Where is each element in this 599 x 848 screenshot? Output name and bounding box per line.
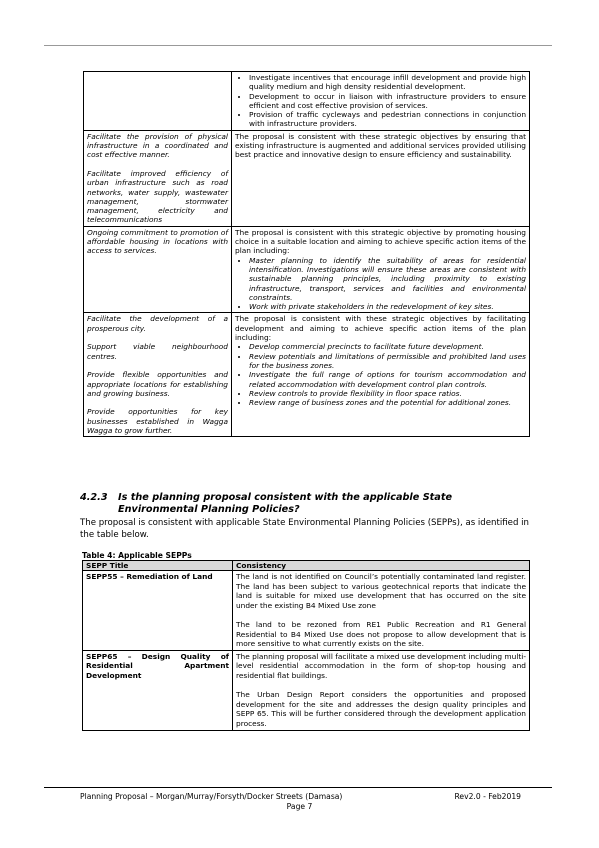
consistency-paragraph: The land is not identified on Council’s potentially contaminated land register. The land has been subject to various geotechnical reports that indicate the land is suitable for mixed use development that has occurred on the site under the existing B4 Mixed Use zone — [236, 572, 526, 610]
action-item: • Master planning to identify the suitability of areas for residential intensification. Investigations will ensure these areas are consistent with sustainable planning principles, including proximity to existing infrastructure, transport, services and facilities and environmental constraints. — [249, 256, 526, 302]
section-intro: The proposal is consistent with applicable State Environmental Planning Policies (SEPPs), as identified in the table below. — [80, 518, 529, 540]
action-item: • Investigate the full range of options for tourism accommodation and related accommodation with development control plan controls. — [249, 370, 526, 389]
footer-revision: Rev2.0 - Feb2019 — [454, 792, 521, 801]
table-caption: Table 4: Applicable SEPPs — [82, 551, 192, 560]
action-list — [235, 256, 526, 312]
consistency-text: The proposal is consistent with this strategic objective by promoting housing choice in a suitable location and aiming to achieve specific action items of the plan including: — [235, 227, 526, 256]
table-row — [83, 571, 530, 651]
sepp-title-header: SEPP Title — [83, 561, 233, 571]
consistency-cell — [232, 130, 530, 226]
table-row — [84, 130, 530, 226]
sepp-title: SEPP55 – Remediation of Land — [83, 571, 233, 651]
consistency-paragraph: The planning proposal will facilitate a mixed use development including multi-level residential accommodation in the form of shop-top housing and residential flat buildings. — [236, 651, 526, 680]
action-item: • Review potentials and limitations of permissible and prohibited land uses for the business zones. — [249, 352, 526, 371]
footer-document-title: Planning Proposal – Morgan/Murray/Forsyth/Docker Streets (Damasa) — [80, 792, 343, 801]
table-row — [83, 650, 530, 730]
objective-cell — [84, 130, 232, 226]
objective-text: Support viable neighbourhood centres. — [87, 342, 228, 361]
consistency-header: Consistency — [233, 561, 530, 571]
consistency-text: The proposal is consistent with these strategic objectives by ensuring that existing infrastructure is augmented and additional services provided utilising best practice and innovative design to ensure efficiency and sustainability. — [235, 131, 526, 160]
objective-text: Facilitate the development of a prosperous city. — [87, 314, 228, 333]
footer-rule — [44, 787, 552, 788]
action-item: • Work with private stakeholders in the redevelopment of key sites. — [249, 302, 526, 311]
action-item: • Develop commercial precincts to facilitate future development. — [249, 342, 526, 351]
objective-text: Provide flexible opportunities and appropriate locations for establishing and growing business. — [87, 370, 228, 398]
sepp-table — [82, 560, 530, 731]
header-rule — [44, 45, 552, 46]
table-row — [84, 226, 530, 313]
action-item: • Review controls to provide flexibility in floor space ratios. — [249, 389, 526, 398]
section-heading — [80, 492, 540, 516]
action-item: • Investigate incentives that encourage infill development and provide high quality medium and high density residential development. — [249, 73, 526, 92]
consistency-paragraph: The land to be rezoned from RE1 Public Recreation and R1 General Residential to B4 Mixed Use does not propose to allow development that is more sensitive to what currently exists on the site. — [236, 619, 526, 649]
table-row — [84, 72, 530, 131]
sepp-consistency — [233, 571, 530, 651]
consistency-cell — [232, 226, 530, 313]
objective-text: Ongoing commitment to promotion of affordable housing in locations with access to services. — [87, 227, 228, 256]
consistency-cell — [232, 313, 530, 437]
objective-cell — [84, 72, 232, 131]
table-row — [84, 313, 530, 437]
sepp-table-header — [83, 561, 530, 571]
action-item: • Development to occur in liaison with infrastructure providers to ensure efficient and cost effective provision of services. — [249, 92, 526, 111]
sepp-title: SEPP65 – Design Quality of Residential Apartment Development — [83, 650, 233, 730]
sepp-consistency — [233, 650, 530, 730]
objective-cell — [84, 313, 232, 437]
consistency-text: The proposal is consistent with these strategic objectives by facilitating development and aiming to achieve specific action items of the plan including: — [235, 314, 526, 343]
section-number: 4.2.3 — [80, 492, 108, 503]
footer-page-number: Page 7 — [286, 802, 313, 811]
consistency-paragraph: The Urban Design Report considers the opportunities and proposed development for the site and addresses the design quality principles and SEPP 65. This will be further considered through the development application process. — [236, 690, 526, 728]
action-list — [235, 73, 526, 129]
objectives-table — [83, 71, 530, 437]
action-list — [235, 342, 526, 407]
objective-text: Facilitate improved efficiency of urban infrastructure such as road networks, water supply, wastewater management, stormwater management, electricity and telecommunications — [87, 168, 228, 225]
consistency-cell — [232, 72, 530, 131]
objective-text: Facilitate the provision of physical infrastructure in a coordinated and cost effective manner. — [87, 131, 228, 160]
action-item: • Provision of traffic cycleways and pedestrian connections in conjunction with infrastructure providers. — [249, 110, 526, 129]
objective-text: Provide opportunities for key businesses established in Wagga Wagga to grow further. — [87, 407, 228, 435]
objective-cell — [84, 226, 232, 313]
section-title: Is the planning proposal consistent with the applicable State Environmental Planning Policies? — [118, 492, 453, 515]
action-item: • Review range of business zones and the potential for additional zones. — [249, 398, 526, 407]
